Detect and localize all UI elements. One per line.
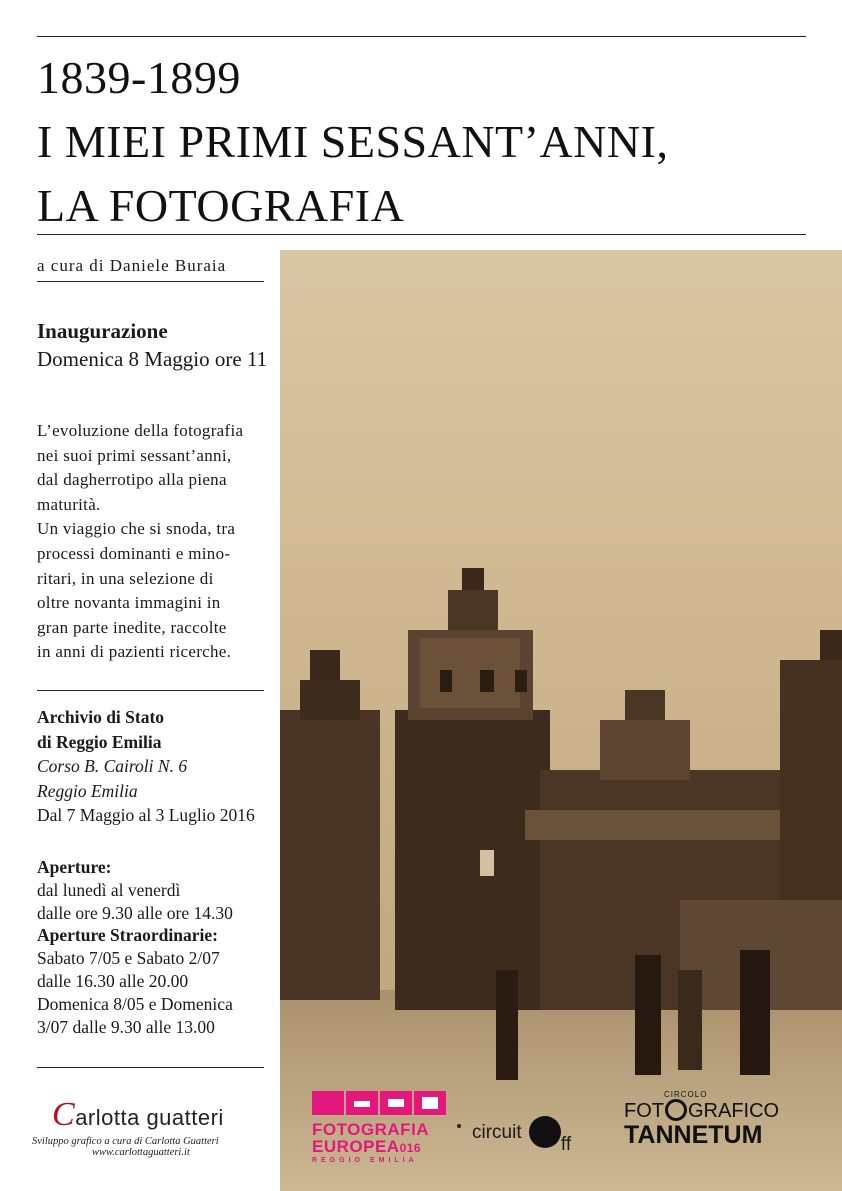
designer-logo-name xyxy=(52,1096,262,1134)
fotografia-europea-line1: FOTOGRAFIA xyxy=(312,1120,430,1139)
exhibition-dates: Dal 7 Maggio al 3 Luglio 2016 xyxy=(37,805,255,825)
title-line-3: LA FOTOGRAFIA xyxy=(37,180,405,231)
designer-credit: Sviluppo grafico a cura di Carlotta Guatteri xyxy=(32,1136,219,1147)
special-hours-line: 3/07 dalle 9.30 alle 13.00 xyxy=(37,1016,215,1037)
camera-lens-icon xyxy=(665,1099,687,1121)
fotografia-europea-line2: EUROPEA016 xyxy=(312,1137,422,1156)
description-line: Un viaggio che si snoda, tra xyxy=(37,519,236,539)
circuit-off-word1: circuit xyxy=(472,1122,522,1143)
title-line-1: 1839-1899 xyxy=(37,52,241,103)
special-hours-line: Sabato 7/05 e Sabato 2/07 xyxy=(37,948,220,969)
venue-name-1: Archivio di Stato xyxy=(37,707,165,727)
weekday-time: dalle ore 9.30 alle ore 14.30 xyxy=(37,902,233,923)
circolo-line1: FOT GRAFICO xyxy=(624,1100,780,1122)
description-line: maturità. xyxy=(37,494,101,514)
description xyxy=(37,419,273,665)
inauguration-heading: Inaugurazione xyxy=(37,319,168,343)
description-line: nei suoi primi sessant’anni, xyxy=(37,445,232,465)
venue-city: Reggio Emilia xyxy=(37,780,138,801)
circuit-off-dot-icon xyxy=(529,1116,561,1148)
special-hours-line: Domenica 8/05 e Domenica xyxy=(37,993,233,1014)
designer-logo-rest: arlotta guatteri xyxy=(75,1105,224,1130)
curator-credit: a cura di Daniele Buraia xyxy=(37,256,227,275)
description-rule xyxy=(37,690,264,691)
hours-rule xyxy=(37,1067,264,1068)
venue-name-2: di Reggio Emilia xyxy=(37,731,162,752)
weekday-days: dal lunedì al venerdì xyxy=(37,879,181,900)
inauguration-date: Domenica 8 Maggio ore 11 xyxy=(37,347,268,371)
description-line: ritari, in una selezione di xyxy=(37,568,214,588)
opening-hours xyxy=(37,856,233,1038)
description-line: dal dagherrotipo alla piena xyxy=(37,470,227,490)
special-hours-heading: Aperture Straordinarie: xyxy=(37,925,218,946)
venue-address: Corso B. Cairoli N. 6 xyxy=(37,756,188,776)
designer-logo-initial: C xyxy=(52,1096,76,1133)
venue-block xyxy=(37,705,255,828)
fotografia-europea-logo xyxy=(312,1091,448,1164)
description-line: processi dominanti e mino- xyxy=(37,543,231,563)
hours-heading: Aperture: xyxy=(37,857,112,877)
description-line: gran parte inedite, raccolte xyxy=(37,617,227,637)
circuit-off-word2: ff xyxy=(560,1134,572,1155)
top-rule xyxy=(37,36,806,37)
circolo-small-text: CIRCOLO xyxy=(664,1090,708,1099)
fotografia-europea-line3: REGGIO EMILIA xyxy=(312,1157,418,1164)
description-line: oltre novanta immagini in xyxy=(37,593,221,613)
title-line-2: I MIEI PRIMI SESSANT’ANNI, xyxy=(37,116,669,167)
poster-title xyxy=(37,46,668,238)
sponsor-separator xyxy=(457,1124,461,1128)
castle-photograph xyxy=(280,250,842,1191)
designer-logo xyxy=(32,1096,262,1158)
description-line: L’evoluzione della fotografia xyxy=(37,421,244,440)
fotografia-europea-mark-icon xyxy=(312,1091,448,1117)
circolo-tannetum-logo xyxy=(624,1090,779,1147)
special-hours-line: dalle 16.30 alle 20.00 xyxy=(37,970,189,991)
fotografia-europea-year: 016 xyxy=(399,1141,422,1155)
designer-website: www.carlottaguatteri.it xyxy=(92,1147,190,1158)
title-bottom-rule xyxy=(37,234,806,235)
description-line: in anni di pazienti ricerche. xyxy=(37,642,232,662)
circolo-line2: TANNETUM xyxy=(624,1121,763,1149)
curator-rule xyxy=(37,281,264,282)
circuit-off-logo xyxy=(472,1116,571,1156)
